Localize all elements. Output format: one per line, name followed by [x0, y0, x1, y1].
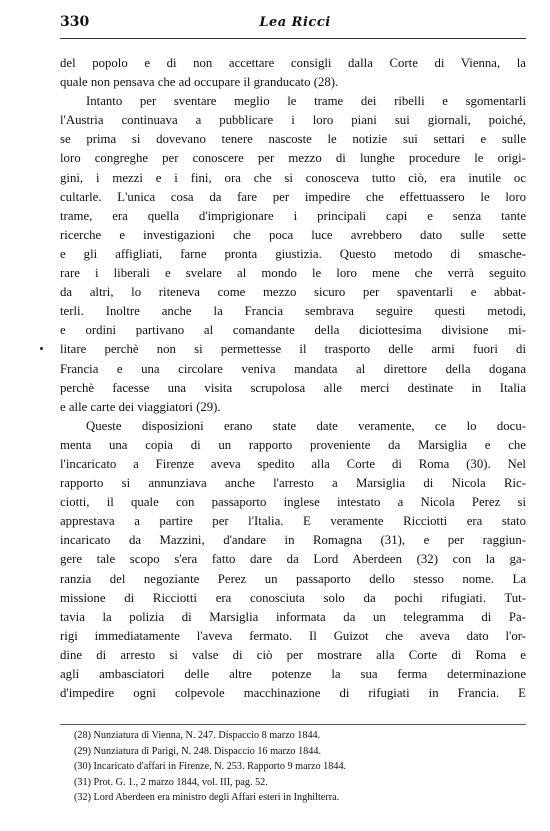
text-line: rare i liberali e svelare al mondo le loro mene che verrà seguito	[60, 266, 526, 281]
text-line: gini, i mezzi e i fini, ora che si conosceva tutto ciò, era inutile oc	[60, 170, 526, 185]
page-number: 330	[60, 14, 90, 30]
text-line: Intanto per sventare meglio le trame dei ribelli e sgomentarli	[86, 94, 526, 109]
header-rule	[60, 38, 526, 39]
text-line: trame, era quella d'imprigionare i principali capi e senza tante	[60, 208, 526, 223]
text-line: agli ambasciatori delle altre potenze la sua ferma determinazione	[60, 667, 526, 681]
text-line: cultarle. L'unica cosa da fare per impedire che effettuassero le loro	[60, 189, 526, 204]
text-line: del popolo e di non accettare consigli dalla Corte di Vienna, la	[60, 56, 526, 70]
text-line: Queste disposizioni erano state date veramente, ce lo docu-	[86, 418, 526, 433]
text-line: terli. Inoltre anche la Francia sembrava seguire questi metodi,	[60, 304, 526, 319]
footnote-29: (29) Nunziatura di Parigi, N. 248. Dispaccio 16 marzo 1844.	[74, 745, 321, 757]
running-title: Lea Ricci	[259, 15, 331, 30]
text-line: da altri, lo riteneva come mezzo sicuro per spaventarli e abbat-	[60, 285, 526, 300]
text-line: loro congreghe per conoscere per mezzo di lunghe procedure le origi-	[60, 151, 526, 166]
footnotes-rule	[60, 724, 526, 725]
text-line: l'incaricato a Firenze aveva spedito alla Corte di Roma (30). Nel	[60, 456, 526, 471]
text-line: menta una copia di un rapporto proveniente da Marsiglia e che	[60, 437, 526, 452]
text-line: missione di Ricciotti era conosciuta solo da pochi rifugiati. Tut-	[60, 590, 526, 605]
text-line: rigi immediatamente l'aveva fermato. Il Guizot che aveva dato l'or-	[60, 628, 526, 643]
text-line: rapporto si annunziava anche l'arresto a Marsiglia di Nicola Ric-	[60, 476, 526, 491]
text-line: d'impedire ogni colpevole macchinazione di rifugiati in Francia. E	[60, 686, 526, 701]
text-line: ricerche e investigazioni che poca luce avrebbero dato sulle sette	[60, 227, 526, 242]
text-line: tavia la polizia di Marsiglia informata da un telegramma di Pa-	[60, 609, 526, 624]
text-line: se prima si dovevano tenere nascoste le notizie sui settari e sulle	[60, 132, 526, 147]
footnote-28: (28) Nunziatura di Vienna, N. 247. Dispaccio 8 marzo 1844.	[74, 730, 321, 741]
text-line: apprestava a partire per l'Italia. E veramente Ricciotti era stato	[60, 514, 526, 529]
text-line: Francia e una circolare veniva mandata al direttore della dogana	[60, 361, 526, 376]
text-line: ranzia del negoziante Perez un passaporto dello stesso nome. La	[60, 571, 526, 586]
page-header	[60, 14, 530, 38]
footnote-32: (32) Lord Aberdeen era ministro degli Affari esteri in Inghilterra.	[74, 792, 340, 804]
text-line: ciotti, il quale con passaporto inglese intestato a Nicola Perez si	[60, 495, 526, 510]
body-text	[60, 54, 526, 703]
text-line: dine di arresto si valse di ciò per mostrare alla Corte di Roma e	[60, 647, 526, 662]
text-line: litare perchè non si permettesse il trasporto delle armi fuori di	[60, 342, 526, 357]
text-line: perchè facesse una visita scrupolosa alle merci destinate in Italia	[60, 380, 526, 395]
footnotes	[60, 728, 526, 806]
footnote-31: (31) Prot. G. 1., 2 marzo 1844, vol. III, pag. 52.	[74, 776, 268, 788]
text-line: incaricato da Mazzini, d'andare in Romagna (31), e per raggiun-	[60, 533, 526, 548]
text-line: l'Austria continuava a pubblicare i loro piani sui giornali, poiché,	[60, 113, 526, 128]
footnote-30: (30) Incaricato d'affari in Firenze, N. 253. Rapporto 9 marzo 1844.	[74, 761, 347, 773]
margin-mark	[40, 347, 43, 350]
text-line: gere tale scopo s'era fatto dare da Lord Aberdeen (32) con la ga-	[60, 552, 526, 567]
text-line: e gli affigliati, farne pronta giustizia. Questo metodo di smasche-	[60, 246, 526, 261]
text-line: quale non pensava che ad occupare il granducato (28).	[60, 75, 339, 90]
text-line: e ordini partivano al comandante della diciottesima divisione mi-	[60, 323, 526, 338]
text-line: e alle carte dei viaggiatori (29).	[60, 399, 221, 414]
